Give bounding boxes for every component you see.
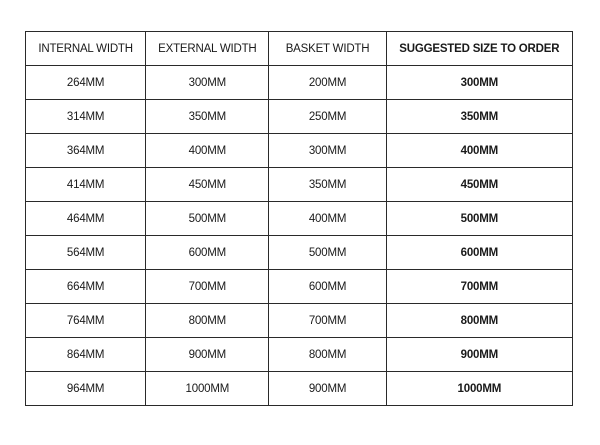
internal-width-cell: 964MM: [26, 372, 146, 406]
table-row: [26, 134, 573, 168]
suggested-size-cell: 500MM: [386, 202, 572, 236]
basket-width-cell: 350MM: [269, 168, 386, 202]
table-row: [26, 372, 573, 406]
external-width-cell: 300MM: [146, 66, 269, 100]
table-row: [26, 270, 573, 304]
basket-width-cell: 200MM: [269, 66, 386, 100]
suggested-size-cell: 300MM: [386, 66, 572, 100]
internal-width-cell: 314MM: [26, 100, 146, 134]
suggested-size-cell: 450MM: [386, 168, 572, 202]
external-width-cell: 400MM: [146, 134, 269, 168]
external-width-cell: 450MM: [146, 168, 269, 202]
external-width-cell: 350MM: [146, 100, 269, 134]
header-row: [26, 32, 573, 66]
basket-width-cell: 250MM: [269, 100, 386, 134]
suggested-size-cell: 600MM: [386, 236, 572, 270]
header-suggested-size: SUGGESTED SIZE TO ORDER: [386, 32, 572, 66]
table-row: [26, 304, 573, 338]
suggested-size-cell: 900MM: [386, 338, 572, 372]
basket-width-cell: 900MM: [269, 372, 386, 406]
table-header: [26, 32, 573, 66]
size-guide-table: [25, 31, 573, 406]
suggested-size-cell: 1000MM: [386, 372, 572, 406]
header-internal-width: INTERNAL WIDTH: [26, 32, 146, 66]
basket-width-cell: 700MM: [269, 304, 386, 338]
table-row: [26, 100, 573, 134]
external-width-cell: 600MM: [146, 236, 269, 270]
table-row: [26, 168, 573, 202]
external-width-cell: 800MM: [146, 304, 269, 338]
suggested-size-cell: 700MM: [386, 270, 572, 304]
external-width-cell: 500MM: [146, 202, 269, 236]
header-basket-width: BASKET WIDTH: [269, 32, 386, 66]
basket-width-cell: 800MM: [269, 338, 386, 372]
suggested-size-cell: 400MM: [386, 134, 572, 168]
suggested-size-cell: 800MM: [386, 304, 572, 338]
internal-width-cell: 664MM: [26, 270, 146, 304]
basket-width-cell: 300MM: [269, 134, 386, 168]
table-row: [26, 338, 573, 372]
internal-width-cell: 864MM: [26, 338, 146, 372]
table-body: [26, 66, 573, 406]
internal-width-cell: 414MM: [26, 168, 146, 202]
internal-width-cell: 464MM: [26, 202, 146, 236]
internal-width-cell: 264MM: [26, 66, 146, 100]
internal-width-cell: 764MM: [26, 304, 146, 338]
internal-width-cell: 364MM: [26, 134, 146, 168]
header-external-width: EXTERNAL WIDTH: [146, 32, 269, 66]
table-row: [26, 236, 573, 270]
basket-width-cell: 600MM: [269, 270, 386, 304]
table-row: [26, 66, 573, 100]
basket-width-cell: 400MM: [269, 202, 386, 236]
internal-width-cell: 564MM: [26, 236, 146, 270]
external-width-cell: 700MM: [146, 270, 269, 304]
table-row: [26, 202, 573, 236]
suggested-size-cell: 350MM: [386, 100, 572, 134]
external-width-cell: 900MM: [146, 338, 269, 372]
basket-width-cell: 500MM: [269, 236, 386, 270]
external-width-cell: 1000MM: [146, 372, 269, 406]
